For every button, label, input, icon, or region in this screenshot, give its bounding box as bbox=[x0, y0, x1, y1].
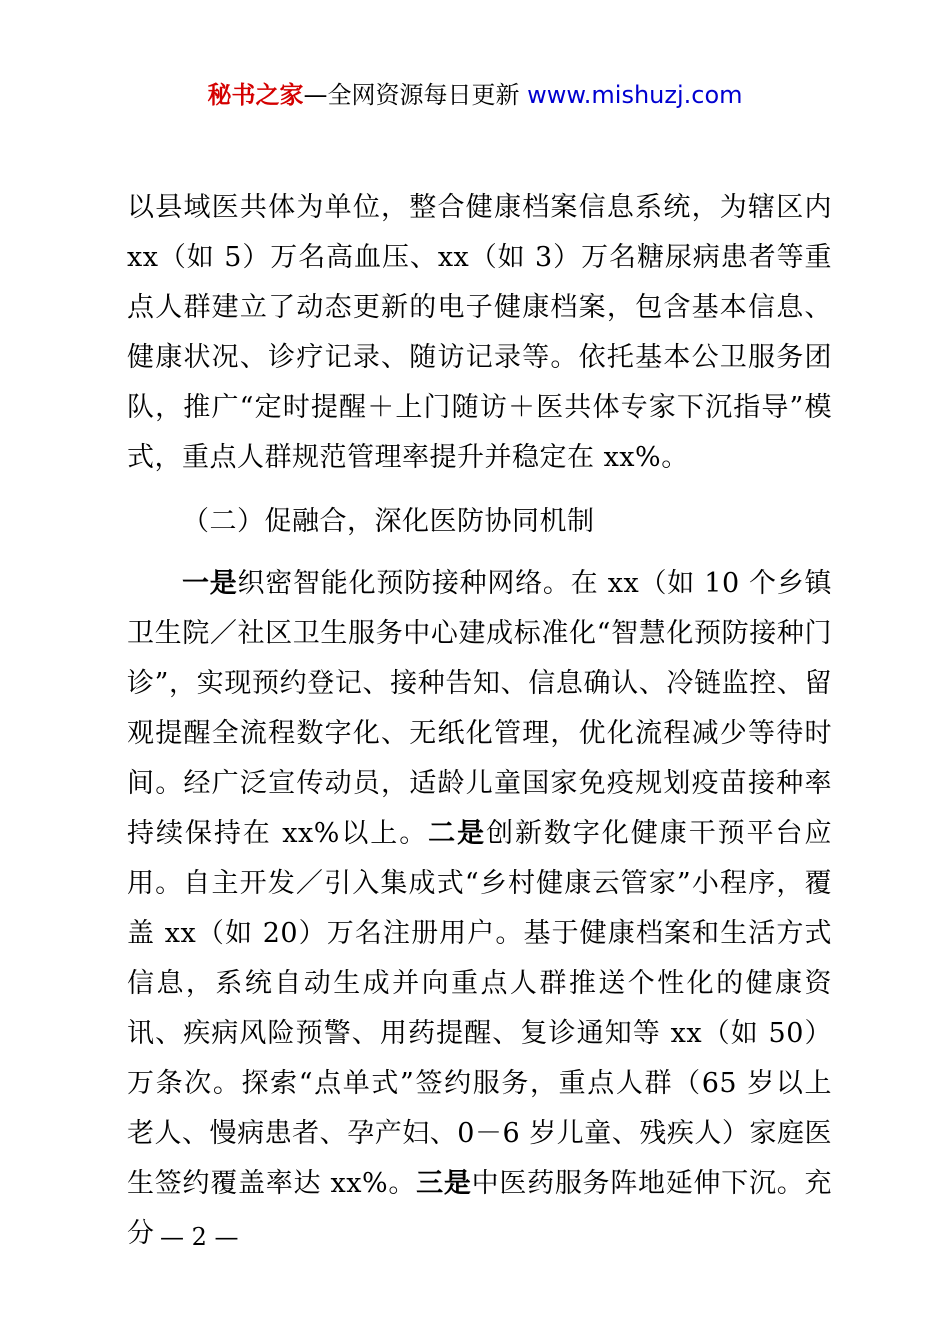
site-url-link[interactable]: www.mishuzj.com bbox=[527, 81, 743, 109]
header-slogan: —全网资源每日更新 bbox=[303, 81, 528, 109]
text-first: 织密智能化预防接种网络。在 xx（如 10 个乡镇卫生院／社区卫生服务中心建成标准化“智慧化预防接种门诊”，实现预约登记、接种告知、信息确认、冷链监控、留观提醒全流程数字化、无纸化管理，优化流程减少等待时间。经广泛宣传动员，适龄儿童国家免疫规划疫苗接种率持续保持在 xx%以上。 bbox=[127, 568, 833, 849]
document-body bbox=[127, 183, 832, 1259]
section-heading: （二）促融合，深化医防协同机制 bbox=[182, 506, 595, 537]
lead-first: 一是 bbox=[182, 568, 238, 599]
brand-name: 秘书之家 bbox=[207, 81, 304, 109]
lead-third: 三是 bbox=[416, 1168, 472, 1199]
paragraph-medical-prevention bbox=[127, 559, 832, 1259]
site-header bbox=[0, 78, 950, 112]
page-number: — 2 — bbox=[160, 1223, 239, 1251]
lead-second: 二是 bbox=[428, 818, 487, 849]
text-second: 创新数字化健康干预平台应用。自主开发／引入集成式“乡村健康云管家”小程序，覆盖 xx（如 20）万名注册用户。基于健康档案和生活方式信息，系统自动生成并向重点人群推送个性化的健康资讯、疾病风险预警、用药提醒、复诊通知等 xx（如 50）万条次。探索“点单式”签约服务，重点人群（65 岁以上老人、慢病患者、孕产妇、0－6 岁儿童、残疾人）家庭医生签约覆盖率达 xx%。 bbox=[127, 818, 833, 1199]
text-third: 中医药服务阵地延伸下沉。充分 bbox=[127, 1168, 832, 1249]
paragraph-health-records: 以县域医共体为单位，整合健康档案信息系统，为辖区内 xx（如 5）万名高血压、xx（如 3）万名糖尿病患者等重点人群建立了动态更新的电子健康档案，包含基本信息、健康状况、诊疗记录、随访记录等。依托基本公卫服务团队，推广“定时提醒＋上门随访＋医共体专家下沉指导”模式，重点人群规范管理率提升并稳定在 xx%。 bbox=[127, 192, 832, 473]
